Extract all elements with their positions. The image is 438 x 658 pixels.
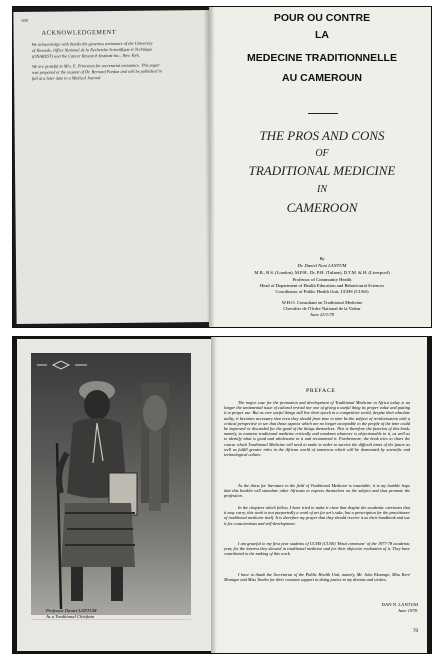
preface-signature — [382, 602, 418, 613]
who-role: W.H.O. Consultant on Traditional Medicine — [281, 300, 363, 305]
chieftain-portrait — [31, 353, 191, 615]
preface-paragraph: In the chapters which follow, I have tried to make it clear that despite the academic overtones that it may carry, this work is not purportedly a work of art for art's sake, but a prescription for the practitioner of traditional medicine itself. It is therefore my prayer that they should receive it as their handbook and use it for conscientious and self-development. — [224, 505, 410, 526]
page-gutter-shadow — [209, 7, 215, 327]
english-title-line: OF — [315, 148, 329, 159]
chieftain-figure — [31, 353, 191, 615]
preface-paragraph: The major case for the promotion and development of Traditional Medicine in Africa today is no longer the sentimental issue of cultural revival nor one of giving a useful thing its proper value and putting it to proper use. But as ever useful things still live their epoch in a competitive world, despite their absolute utility, it becomes necessary that even they should from time to time be the subject of revalorisation with a critical perspective to see that those aspects which are no longer acceptable to the people of the time could be improved or discarded for the good of the things themselves. This is therefore the function of this book, namely, to examine traditional medicine critically and condemn whatever is objectionable in it, as well as to identify what is good and wholesome in it and recommend it. Furthermore, the book tries to chart the course which Traditional Medicine will need to make in order to survive the difficult times of the future as well as fulfill greater roles in the African world of tomorrow which will be dominated by scientific and technological culture. — [224, 400, 410, 458]
author-degrees: M.B., B.S. (London), M.P.H., Dr. P.H. (Tulane), D.T.M. & H. (Liverpool) — [254, 270, 390, 275]
preface-paragraph: I am grateful to my first year students of UCHS (CUSS) 'Hosti commune' of the 1977-78 academic year, for the interest they showed in traditional medicine and for their objective evaluation of it. They have contributed to the making of this work. — [224, 541, 410, 557]
caption-line: As a Traditional Chieftain — [46, 613, 95, 619]
preface-paragraph: I have to thank the Secretariat of the Public Health Unit, namely, Mr. John Ekaongo, Miss Keré Monique and Miss Tonibo for their constant support in doing justice to my dreams and wishes. — [224, 572, 410, 583]
ack-line: of Yaounde, Office National de la Recherche Scientifique et Technique — [31, 46, 153, 53]
page-number: 70 — [413, 629, 418, 634]
english-title-line: CAMEROON — [286, 200, 358, 215]
ack-line: full at a later date in a Medical Journal. — [32, 75, 102, 81]
french-title-line: MEDECINE TRADITIONNELLE — [247, 52, 397, 64]
portrait-caption — [46, 608, 97, 619]
french-title-line: POUR OU CONTRE — [273, 12, 371, 24]
caption-line: Professor Daniel LANTUM — [46, 608, 97, 613]
preface-title: PREFACE — [306, 388, 336, 394]
english-title-line: THE PROS AND CONS — [259, 128, 385, 143]
portrait-page — [17, 339, 213, 651]
english-title-line: TRADITIONAL MEDICINE — [248, 163, 396, 178]
title-separator — [308, 113, 338, 114]
preface-paragraph: As the thirst for literature in the field of Traditional Medicine is insatiable, it is my humble hope that this booklet will stimulate other Africans to express themselves on the subject and thus promote the profession. — [224, 483, 410, 499]
author-role: Coordinator of Public Health Unit, UCHS (CUSS) — [275, 289, 369, 294]
acknowledgement-page — [13, 10, 212, 324]
who-role: Chevalier de l'Ordre National de la Valeur — [283, 306, 361, 311]
ack-line: (ONAREST) and the Cancer Research Institute Inc., New York. — [31, 52, 141, 59]
page-gutter-shadow — [211, 337, 217, 653]
english-title-line: IN — [317, 184, 327, 195]
corner-mark: 000 — [21, 17, 28, 23]
french-title-line: LA — [315, 29, 329, 41]
signature-date: June 1978. — [397, 607, 418, 613]
signature-name: DAN N. LANTUM — [381, 602, 418, 607]
author-role: Head of Department of Health Education and Behavioural Sciences — [259, 283, 385, 288]
french-title-line: AU CAMEROUN — [282, 72, 362, 84]
ack-line: was prepared at the request of Dr. Bernard Pordon and will be published in — [31, 68, 162, 75]
who-role: June 23/1/78 — [310, 312, 334, 317]
ack-line: We acknowledge with thanks the generous assistance of the University — [31, 40, 153, 47]
author-name: Dr. Daniel Noni LANTUM — [297, 263, 347, 268]
acknowledgement-title: ACKNOWLEDGEMENT — [41, 28, 117, 37]
ack-line: We are grateful to Mrs. E. Princeton for secretarial assistance. This paper — [31, 62, 160, 69]
by-label: By — [319, 256, 325, 261]
author-role: Professor of Community Health — [292, 277, 352, 282]
